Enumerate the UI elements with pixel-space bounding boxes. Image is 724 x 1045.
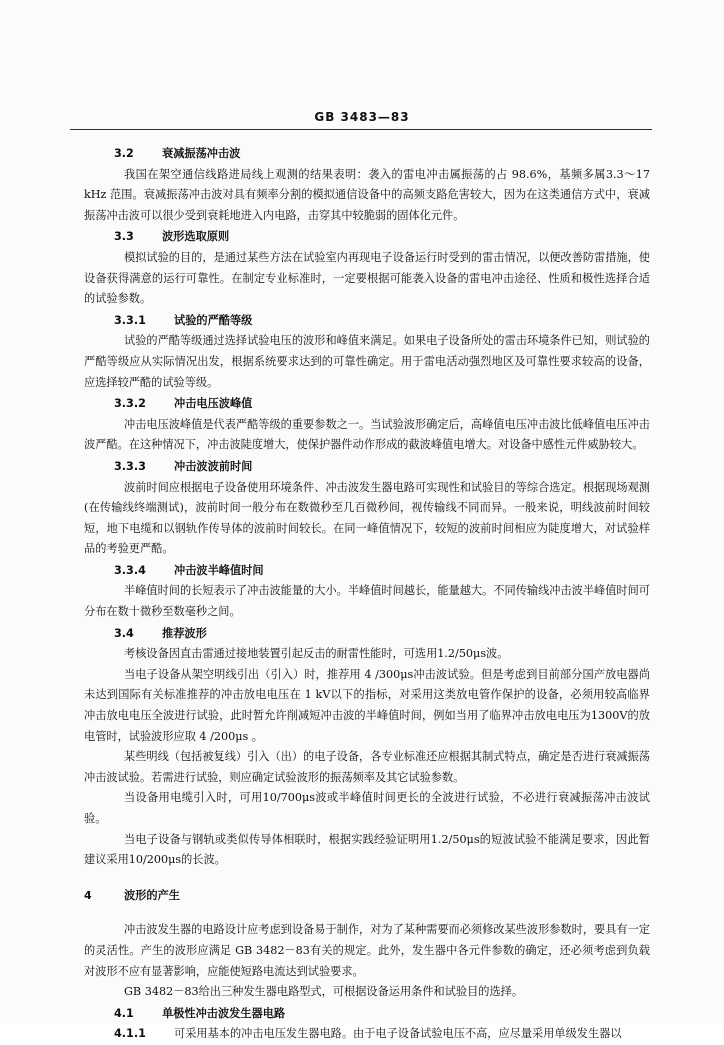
section-title: 冲击电压波峰值 — [174, 396, 253, 411]
paragraph: 当电子设备从架空明线引出（引入）时，推荐用 4 /300μs冲击波试验。但是考虑到目前部分国产放电器尚未达到国际有关标准推荐的冲击放电电压在 1 kV以下的指标，对采用这类放电管作保护的设备，必须用较高临界冲击放电电压全波进行试验，此时暂允许削减短冲击波的半峰值时间，例如当用了临界冲击放电电压为1300V的放电管时，试验波形应取 4 /200μs 。 — [84, 667, 650, 743]
section-title: 波形选取原则 — [162, 229, 230, 244]
section-heading — [84, 885, 650, 907]
section-gap — [84, 906, 650, 920]
section-title: 冲击波波前时间 — [174, 458, 253, 473]
section-number: 3.3 — [114, 230, 134, 244]
document-body — [84, 143, 650, 1045]
section-heading — [84, 310, 650, 332]
section-number: 3.3.1 — [114, 313, 146, 327]
paragraph: 半峰值时间的长短表示了冲击波能量的大小。半峰值时间越长，能量越大。不同传输线冲击波半峰值时间可分布在数十微秒至数毫秒之间。 — [84, 584, 650, 619]
paragraph: 冲击波发生器的电路设计应考虑到设备易于制作，对为了某种需要而必须修改某些波形参数时，要具有一定的灵活性。产生的波形应满足 GB 3482－83有关的规定。此外，发生器中各元件参数的确定，还必须考虑到负载对波形不应有显著影响，应能使短路电流达到试验要求。 — [84, 923, 650, 978]
paragraph: 模拟试验的目的，是通过某些方法在试验室内再现电子设备运行时受到的雷击情况，以便改善防雷措施，使设备获得满意的运行可靠性。在制定专业标准时，一定要根据可能袭入设备的雷电冲击途径、性质和极性选择合适的试验参数。 — [84, 250, 650, 306]
paragraph: 波前时间应根据电子设备使用环境条件、冲击波发生器电路可实现性和试验目的等综合选定。根据现场观测(在传输线终端测试)，波前时间一般分布在数微秒至几百微秒间，视传输线不同而异。一般来说，明线波前时间较短，地下电缆和以钢轨作传导体的波前时间较长。在同一峰值情况下，较短的波前时间相应为陡度增大，对试验样品的考验更严酷。 — [84, 480, 650, 556]
paragraph: 冲击电压波峰值是代表严酷等级的重要参数之一。当试验波形确定后，高峰值电压冲击波比低峰值电压冲击波严酷。在这种情况下，冲击波陡度增大，使保护器件动作形成的截波峰值电增大。对设备中感性元件威胁较大。 — [84, 417, 650, 452]
section-number: 4.1 — [114, 1006, 134, 1020]
section-heading — [84, 1024, 650, 1045]
section-heading — [84, 1003, 650, 1025]
section-heading — [84, 623, 650, 645]
paragraph: 我国在架空通信线路进局线上观测的结果表明：袭入的雷电冲击属振荡的占 98.6%，基频多属3.3～17 kHz 范围。衰减振荡冲击波对具有频率分割的模拟通信设备中的高频支路危害较大，因为在这类通信方式中，衰减振荡冲击波可以很少受到衰耗地进入内电路，击穿其中较脆弱的固体化元件。 — [84, 167, 650, 222]
page-header: GB 3483—83 — [314, 110, 410, 124]
section-title: 衰减振荡冲击波 — [162, 146, 241, 160]
section-heading — [84, 456, 650, 478]
section-heading — [84, 560, 650, 582]
section-heading — [84, 393, 650, 415]
header-rule — [70, 129, 652, 130]
section-number: 4.1.1 — [114, 1027, 146, 1041]
section-heading — [84, 226, 650, 248]
section-number: 3.3.3 — [114, 459, 146, 473]
section-title: 冲击波半峰值时间 — [174, 562, 264, 577]
paragraph: GB 3482－83给出三种发生器电路型式，可根据设备运用条件和试验目的选择。 — [124, 985, 524, 999]
section-heading — [84, 143, 650, 165]
section-gap — [84, 871, 650, 885]
paragraph: 某些明线（包括被复线）引入（出）的电子设备，各专业标准还应根据其制式特点，确定是否进行衰减振荡冲击波试验。若需进行试验，则应确定试验波形的振荡频率及其它试验参数。 — [84, 750, 650, 784]
paragraph: 当设备用电缆引入时，可用10/700μs波或半峰值时间更长的全波进行试验，不必进行衰减振荡冲击波试验。 — [84, 791, 650, 825]
paragraph: 考核设备因直击雷通过接地装置引起反击的耐雷性能时，可选用1.2/50μs波。 — [124, 647, 509, 661]
section-number: 3.3.2 — [114, 397, 146, 411]
section-title: 单极性冲击波发生器电路 — [162, 1005, 286, 1020]
paragraph: 当电子设备与钢轨或类似传导体相联时，根据实践经验证明用1.2/50μs的短波试验不能满足要求，因此暂建议采用10/200μs的长波。 — [84, 832, 650, 867]
section-number: 3.2 — [114, 147, 134, 160]
section-title: 波形的产生 — [124, 887, 180, 902]
section-title: 试验的严酷等级 — [174, 312, 253, 327]
section-number: 3.3.4 — [114, 563, 146, 577]
paragraph: 试验的严酷等级通过选择试验电压的波形和峰值来满足。如果电子设备所处的雷击环境条件已知，则试验的严酷等级应从实际情况出发，根据系统要求达到的可靠性确定。用于雷电活动强烈地区及可靠性要求较高的设备，应选择较严酷的试验等级。 — [84, 334, 650, 389]
section-number: 4 — [84, 888, 92, 902]
section-title: 可采用基本的冲击电压发生器电路。由于电子设备试验电压不高，应尽量采用单级发生器以 — [174, 1027, 622, 1041]
section-title: 推荐波形 — [162, 625, 207, 640]
section-number: 3.4 — [114, 626, 134, 640]
